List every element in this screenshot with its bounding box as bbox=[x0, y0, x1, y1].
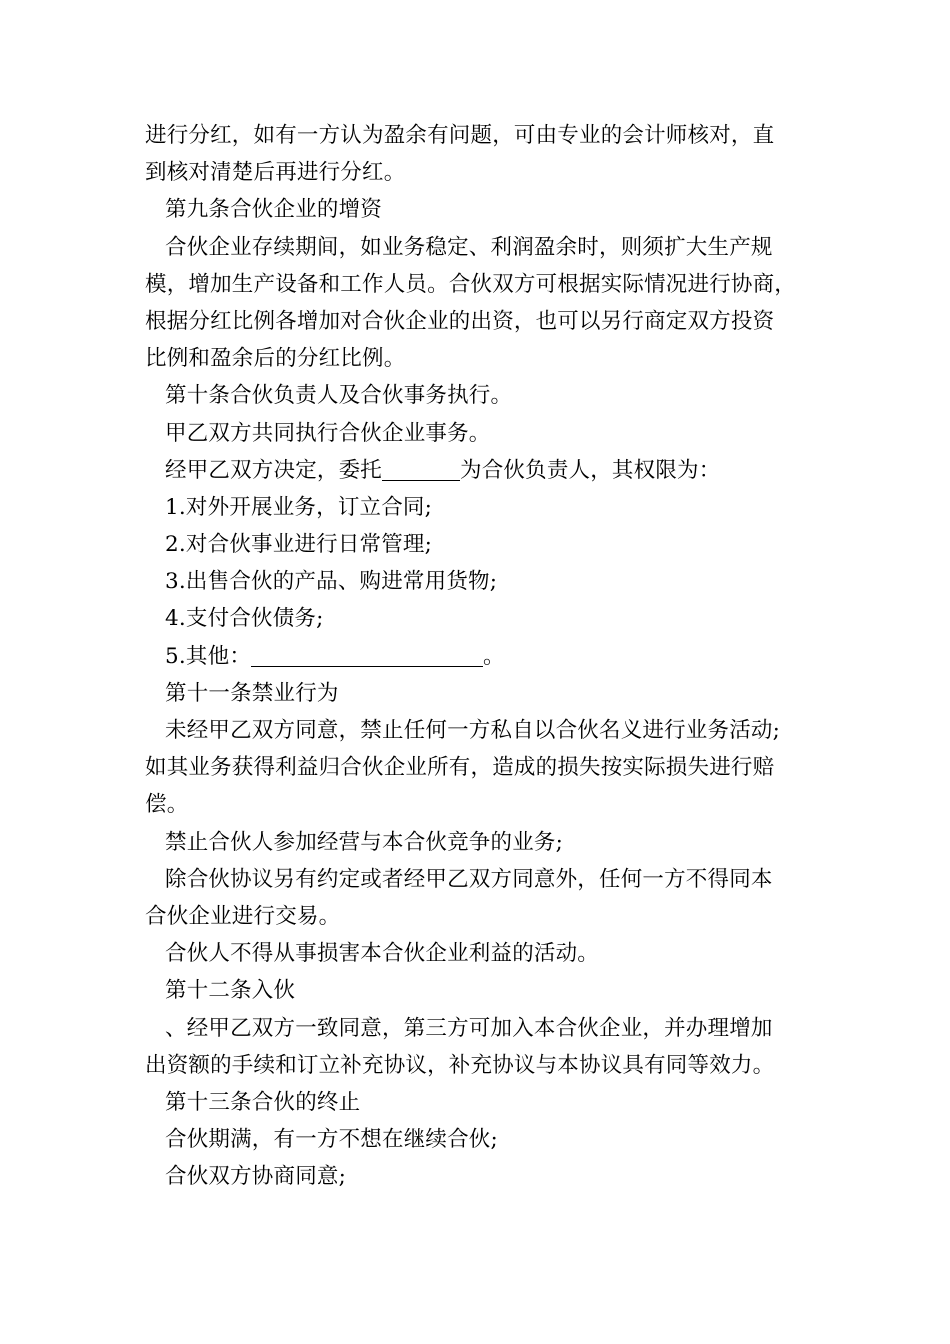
text-line: 合伙期满，有一方不想在继续合伙; bbox=[165, 1127, 498, 1153]
text-line: 合伙人不得从事损害本合伙企业利益的活动。 bbox=[165, 941, 600, 967]
text-line: 比例和盈余后的分红比例。 bbox=[145, 346, 406, 372]
text-line: 、经甲乙双方一致同意，第三方可加入本合伙企业，并办理增加 bbox=[165, 1015, 773, 1041]
delegate-before: 经甲乙双方决定，委托 bbox=[165, 457, 383, 483]
blank-underline bbox=[251, 644, 483, 667]
text-line: 禁止合伙人参加经营与本合伙竞争的业务; bbox=[165, 829, 564, 855]
text-line: 到核对清楚后再进行分红。 bbox=[145, 160, 406, 186]
text-line: 未经甲乙双方同意，禁止任何一方私自以合伙名义进行业务活动; bbox=[165, 718, 781, 743]
text-line: 合伙双方协商同意; bbox=[165, 1164, 347, 1190]
text-line: 除合伙协议另有约定或者经甲乙双方同意外，任何一方不得同本 bbox=[165, 866, 773, 892]
section-heading: 第十条合伙负责人及合伙事务执行。 bbox=[165, 383, 513, 409]
text-line: 模，增加生产设备和工作人员。合伙双方可根据实际情况进行协商， bbox=[145, 271, 797, 297]
section-heading: 第十一条禁业行为 bbox=[165, 680, 339, 706]
text-line: 偿。 bbox=[145, 792, 189, 818]
section-heading: 第九条合伙企业的增资 bbox=[165, 197, 383, 223]
section-heading: 第十二条入伙 bbox=[165, 978, 296, 1004]
list-item: 1.对外开展业务，订立合同; bbox=[165, 494, 433, 520]
delegate-after: 为合伙负责人，其权限为： bbox=[460, 457, 721, 483]
list-item: 4.支付合伙债务; bbox=[165, 606, 324, 632]
section-heading: 第十三条合伙的终止 bbox=[165, 1089, 361, 1115]
text-line: 合伙企业进行交易。 bbox=[145, 903, 341, 929]
other-after: 。 bbox=[483, 643, 505, 669]
text-line: 根据分红比例各增加对合伙企业的出资，也可以另行商定双方投资 bbox=[145, 308, 775, 334]
document-page bbox=[145, 117, 825, 1195]
text-line: 进行分红，如有一方认为盈余有问题，可由专业的会计师核对，直 bbox=[145, 123, 775, 148]
list-item: 2.对合伙事业进行日常管理; bbox=[165, 532, 433, 558]
list-item: 3.出售合伙的产品、购进常用货物; bbox=[165, 569, 498, 595]
text-line: 出资额的手续和订立补充协议，补充协议与本协议具有同等效力。 bbox=[145, 1052, 775, 1078]
delegate-line bbox=[145, 452, 825, 489]
text-line: 合伙企业存续期间，如业务稳定、利润盈余时，则须扩大生产规 bbox=[165, 234, 773, 260]
text-line: 甲乙双方共同执行合伙企业事务。 bbox=[165, 420, 491, 446]
other-before: 5.其他： bbox=[165, 643, 252, 669]
blank-underline bbox=[382, 458, 460, 481]
list-item bbox=[145, 638, 825, 675]
text-line: 如其业务获得利益归合伙企业所有，造成的损失按实际损失进行赔 bbox=[145, 755, 775, 781]
